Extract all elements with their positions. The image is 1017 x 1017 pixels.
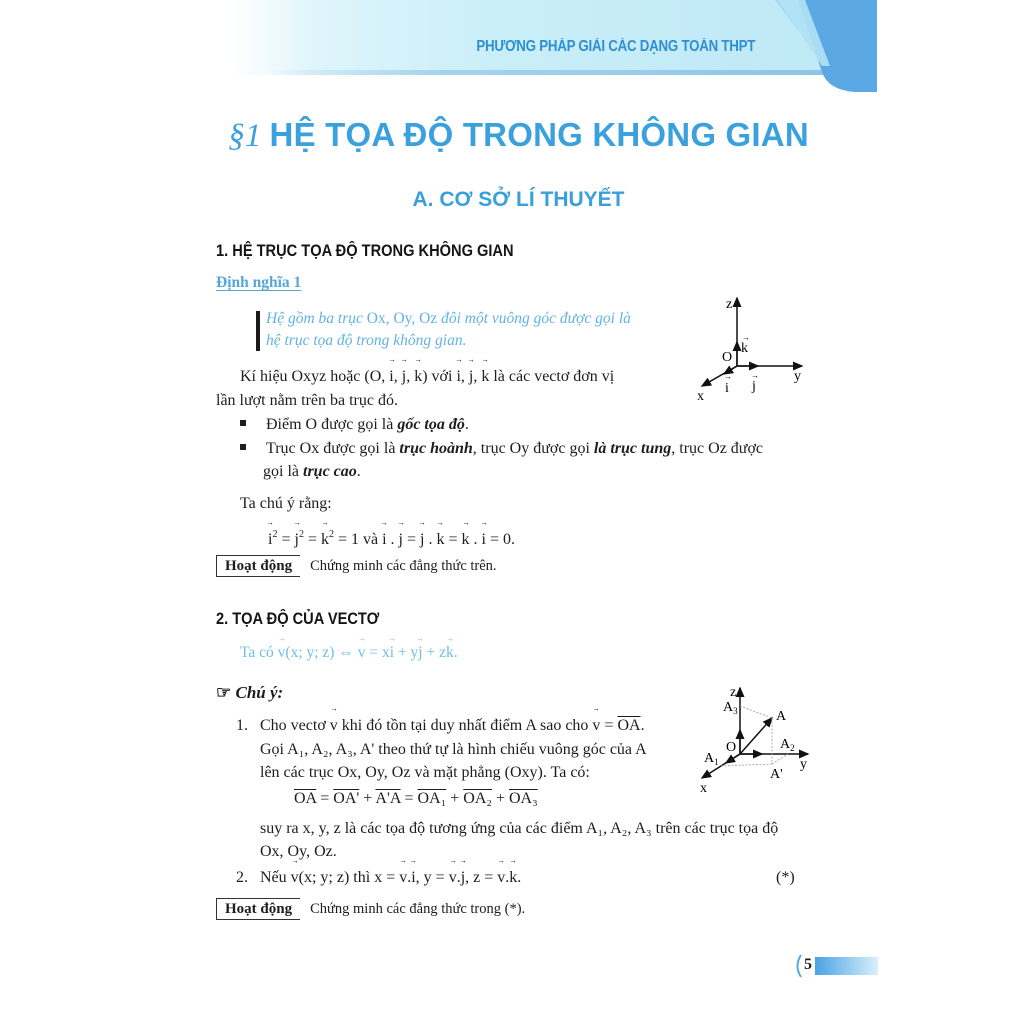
svg-text:y: y: [800, 757, 807, 772]
svg-text:A3: $A_3$: [723, 700, 738, 716]
activity-label: Hoạt động: [216, 555, 300, 577]
svg-text:A1: $A_1$: [704, 751, 719, 767]
svg-text:A': A': [770, 767, 783, 782]
activity-label: Hoạt động: [216, 898, 300, 920]
vector-coordinate-formula: Ta có → v(x; y; z) ⇔ → v = x→ i + y→ j + z→ k.: [240, 644, 458, 662]
header-banner: [230, 0, 877, 92]
svg-text:A2: $A_2$: [780, 737, 795, 753]
svg-text:O: O: [722, 350, 733, 365]
activity-2: [216, 900, 525, 918]
svg-text:y: y: [794, 369, 801, 384]
svg-text:→: →: [724, 372, 732, 381]
svg-text:x: x: [700, 781, 707, 796]
activity-1: [216, 557, 497, 575]
axes-diagram-1: [690, 288, 820, 413]
definition-label: Định nghĩa 1: [216, 274, 302, 291]
svg-text:O: O: [726, 740, 737, 755]
definition-bar: [256, 311, 260, 351]
notation-line-2: lần lượt nằm trên ba trục đó.: [216, 392, 398, 409]
note-item-1-line-5: suy ra x, y, z là các tọa độ tương ứng của các điểm A₁, A₂, A₃ trên các trục tọa độ: [260, 820, 779, 837]
identity-formula: → $i^2$ = → $j^2$ = → $k^2 = 1$ và → i . → j = → j . → k = → k . → i = 0.: [268, 523, 515, 551]
activity-text: Chứng minh các đẳng thức trên.: [310, 558, 497, 574]
note-item-2: 2. Nếu → v(x; y; z) thì x = → v.→ i, y = → v.→ j, z = → v.→ k.: [236, 866, 521, 889]
note-item-1-line-6: Ox, Oy, Oz.: [260, 843, 337, 860]
svg-text:i: i: [725, 381, 729, 396]
svg-text:z: z: [730, 685, 737, 700]
svg-text:z: z: [726, 297, 733, 312]
bullet-axes-cont: gọi là trục cao.: [263, 463, 361, 480]
svg-text:→: →: [742, 333, 750, 342]
svg-text:j: j: [752, 379, 756, 394]
chapter-symbol: §1: [228, 118, 262, 154]
page-number: 5: [804, 956, 812, 973]
svg-text:A: A: [776, 709, 787, 724]
part1-heading: 1. HỆ TRỤC TỌA ĐỘ TRONG KHÔNG GIAN: [216, 241, 514, 260]
chapter-title-text: HỆ TỌA ĐỘ TRONG KHÔNG GIAN: [269, 116, 809, 153]
chapter-title: [0, 116, 1017, 155]
svg-text:→: →: [751, 371, 759, 380]
notation-line-1: Kí hiệu Oxyz hoặc (O, → i, → j, → k) với → i, → j, → k là các vectơ đơn vị: [240, 365, 614, 388]
bullet-icon: [240, 420, 246, 426]
definition-line-1: Hệ gồm ba trục Ox, Oy, Oz đôi một vuông góc được gọi là: [266, 310, 631, 327]
running-title: PHƯƠNG PHÁP GIẢI CÁC DẠNG TOÁN THPT: [476, 38, 755, 55]
vector-sum-equation: $\overline{OA} = OA' + A'A = OA_1 + OA_2 + OA_3$: [294, 790, 538, 807]
note-intro: Ta chú ý rằng:: [240, 495, 332, 512]
svg-text:k: k: [741, 341, 748, 356]
axes-diagram-2: [690, 682, 830, 807]
bullet-origin: Điểm O được gọi là gốc tọa độ.: [240, 413, 469, 436]
activity-text: Chứng minh các đẳng thức trong (*).: [310, 901, 526, 917]
note-heading: ☞ Chú ý:: [216, 683, 284, 702]
note-item-1-line-2: Gọi A₁, A₂, A₃, A' theo thứ tự là hình chiếu vuông góc của A: [260, 741, 647, 758]
svg-text:x: x: [697, 389, 704, 404]
definition-text: [266, 308, 696, 352]
pointing-hand-icon: ☞: [216, 683, 232, 702]
note-item-1-line-3: lên các trục Ox, Oy, Oz và mặt phẳng (Oxy). Ta có:: [260, 764, 590, 781]
section-heading: A. CƠ SỞ LÍ THUYẾT: [412, 188, 625, 211]
part2-heading: 2. TỌA ĐỘ CỦA VECTƠ: [216, 609, 380, 628]
bullet-axes: Trục Ox được gọi là trục hoành, trục Oy được gọi là trục tung, trục Oz được: [240, 437, 763, 460]
definition-line-2: hệ trục tọa độ trong không gian.: [266, 332, 467, 349]
equation-mark: (*): [776, 869, 795, 886]
bullet-icon: [240, 444, 246, 450]
page-number-badge: [793, 953, 878, 979]
note-item-1: 1. Cho vectơ → v khi đó tồn tại duy nhất điểm A sao cho → $v = \overline{OA}$.: [236, 714, 645, 737]
